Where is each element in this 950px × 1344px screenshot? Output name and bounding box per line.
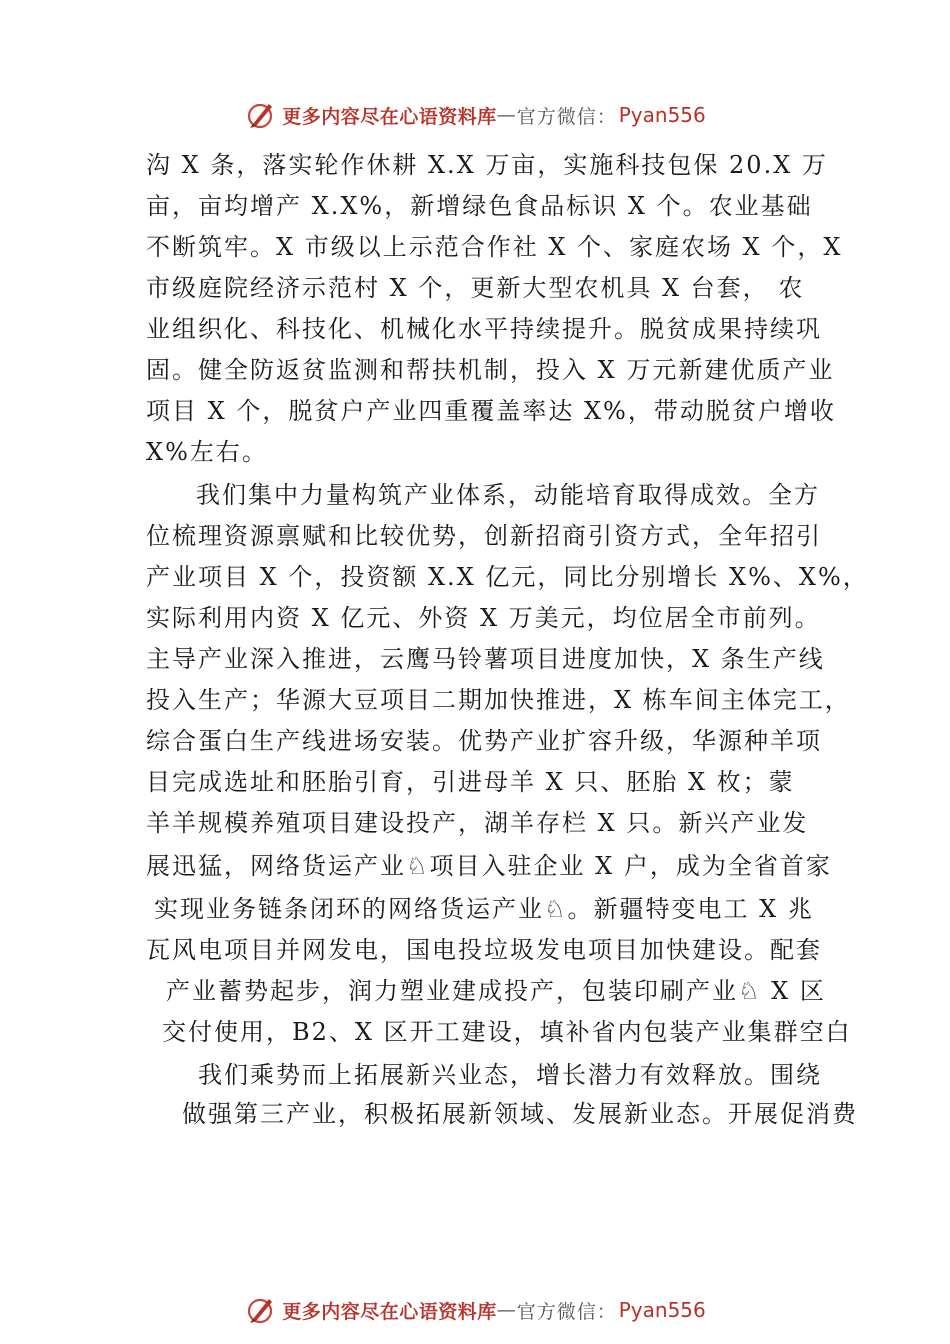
text-line: 固。健全防返贫监测和帮扶机制，投入 X 万元新建优质产业 — [146, 356, 835, 384]
text-line: 沟 X 条，落实轮作休耕 X.X 万亩，实施科技包保 20.X 万 — [146, 151, 828, 179]
text-line: 产业项目 X 个，投资额 X.X 亿元，同比分别增长 X%、X%， — [146, 563, 869, 591]
banner-wechat-id: Pyan556 — [618, 1298, 706, 1322]
text-line: 主导产业深入推进，云鹰马铃薯项目进度加快，X 条生产线 — [146, 645, 825, 673]
text-line: 综合蛋白生产线进场安装。优势产业扩容升级，华源种羊项 — [146, 727, 822, 755]
text-line: X%左右。 — [146, 438, 268, 466]
banner-main-text: 更多内容尽在心语资料库 — [282, 105, 497, 128]
text-line: 项目 X 个，脱贫户产业四重覆盖率达 X%，带动脱贫户增收 — [146, 397, 836, 425]
text-line: 业组织化、科技化、机械化水平持续提升。脱贫成果持续巩 — [146, 315, 822, 343]
banner-wechat-id: Pyan556 — [618, 103, 706, 127]
paragraph-start-line: 我们乘势而上拓展新兴业态，增长潜力有效释放。围绕 — [198, 1061, 822, 1089]
text-line: 实现业务链条闭环的网络货运产业♘。新疆特变电工 X 兆 — [154, 895, 814, 923]
banner-label: 官方微信： — [516, 1300, 617, 1323]
text-line: 市级庭院经济示范村 X 个，更新大型农机具 X 台套， 农 — [146, 274, 805, 302]
banner-dash: — — [496, 104, 517, 126]
text-line: 实际利用内资 X 亿元、外资 X 万美元，均位居全市前列。 — [146, 604, 821, 632]
text-line: 投入生产；华源大豆项目二期加快推进，X 栋车间主体完工， — [146, 686, 851, 714]
banner-dash: — — [496, 1299, 517, 1321]
pen-logo-icon — [244, 1293, 278, 1327]
text-line: 不断筑牢。X 市级以上示范合作社 X 个、家庭农场 X 个，X — [146, 233, 843, 261]
text-line: 做强第三产业，积极拓展新领域、发展新业态。开展促消费 — [182, 1100, 858, 1128]
text-line: 目完成选址和胚胎引育，引进母羊 X 只、胚胎 X 枚；蒙 — [146, 768, 795, 796]
text-line: 产业蓄势起步，润力塑业建成投产，包装印刷产业♘ X 区 — [166, 977, 826, 1005]
banner-label: 官方微信： — [516, 105, 617, 128]
text-line: 羊羊规模养殖项目建设投产，湖羊存栏 X 只。新兴产业发 — [146, 809, 809, 837]
text-line: 瓦风电项目并网发电，国电投垃圾发电项目加快建设。配套 — [146, 936, 822, 964]
paragraph-start-line: 我们集中力量构筑产业体系，动能培育取得成效。全方 — [196, 481, 820, 509]
text-line: 交付使用，B2、X 区开工建设，填补省内包装产业集群空白 — [162, 1018, 852, 1046]
text-line: 展迅猛，网络货运产业♘项目入驻企业 X 户，成为全省首家 — [146, 852, 832, 880]
text-line: 亩，亩均增产 X.X%，新增绿色食品标识 X 个。农业基础 — [146, 192, 813, 220]
text-line: 位梳理资源禀赋和比较优势，创新招商引资方式，全年招引 — [146, 522, 822, 550]
banner-main-text: 更多内容尽在心语资料库 — [282, 1300, 497, 1323]
footer-watermark-banner — [0, 1290, 950, 1330]
